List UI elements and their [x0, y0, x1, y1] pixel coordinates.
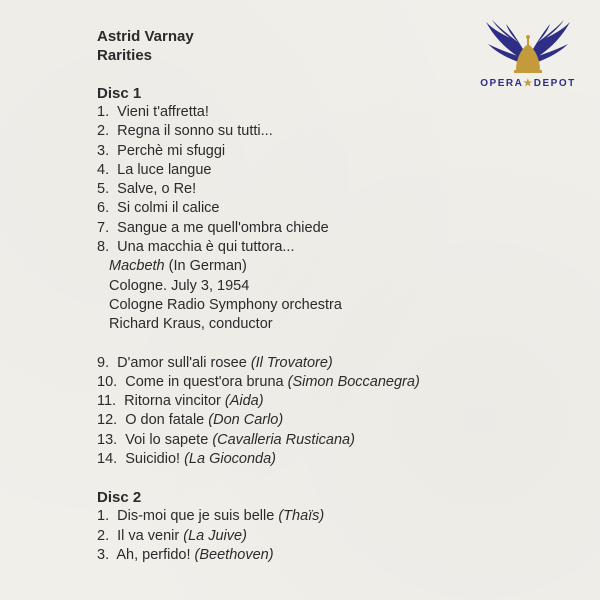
track-row: 12. O don fatale (Don Carlo) [97, 412, 284, 429]
album-title: Rarities [97, 47, 153, 64]
track-row: 8. Una macchia è qui tuttora... [97, 239, 295, 256]
track-row: 3. Ah, perfido! (Beethoven) [97, 546, 274, 563]
track-row: 2. Il va venir (La Juive) [97, 527, 247, 544]
track-row: 6. Si colmi il calice [97, 200, 220, 217]
track-row: 4. La luce langue [97, 161, 212, 178]
track-row: 10. Come in quest'ora bruna (Simon Boccanegra) [97, 373, 420, 390]
opera-depot-logo [480, 18, 576, 88]
recording-info [97, 257, 477, 334]
track-row: 5. Salve, o Re! [97, 181, 197, 198]
spacer [97, 335, 477, 354]
track-row: 2. Regna il sonno su tutti... [97, 123, 273, 140]
track-row: 13. Voi lo sapete (Cavalleria Rusticana) [97, 431, 355, 448]
opera-line: Macbeth (In German) [109, 258, 247, 275]
track-row: 11. Ritorna vincitor (Aida) [97, 393, 264, 410]
logo-wordmark: OPERA★DEPOT [480, 78, 576, 89]
track-row: 3. Perchè mi sfuggi [97, 142, 226, 159]
artist-name: Astrid Varnay [97, 28, 194, 45]
winged-dome-icon [480, 18, 576, 80]
track-row: 1. Dis-moi que je suis belle (Thaïs) [97, 508, 325, 525]
track-row: 9. D'amor sull'ali rosee (Il Trovatore) [97, 354, 333, 371]
track-row: 1. Vieni t'affretta! [97, 104, 209, 120]
disc-2-heading: Disc 2 [97, 489, 142, 507]
place-date: Cologne. July 3, 1954 [109, 277, 250, 294]
conductor: Richard Kraus, conductor [109, 316, 273, 333]
track-row: 7. Sangue a me quell'ombra chiede [97, 219, 329, 236]
orchestra: Cologne Radio Symphony orchestra [109, 296, 342, 313]
track-row: 14. Suicidio! (La Gioconda) [97, 451, 276, 468]
disc-1-heading: Disc 1 [97, 85, 142, 102]
track-listing [97, 27, 477, 565]
